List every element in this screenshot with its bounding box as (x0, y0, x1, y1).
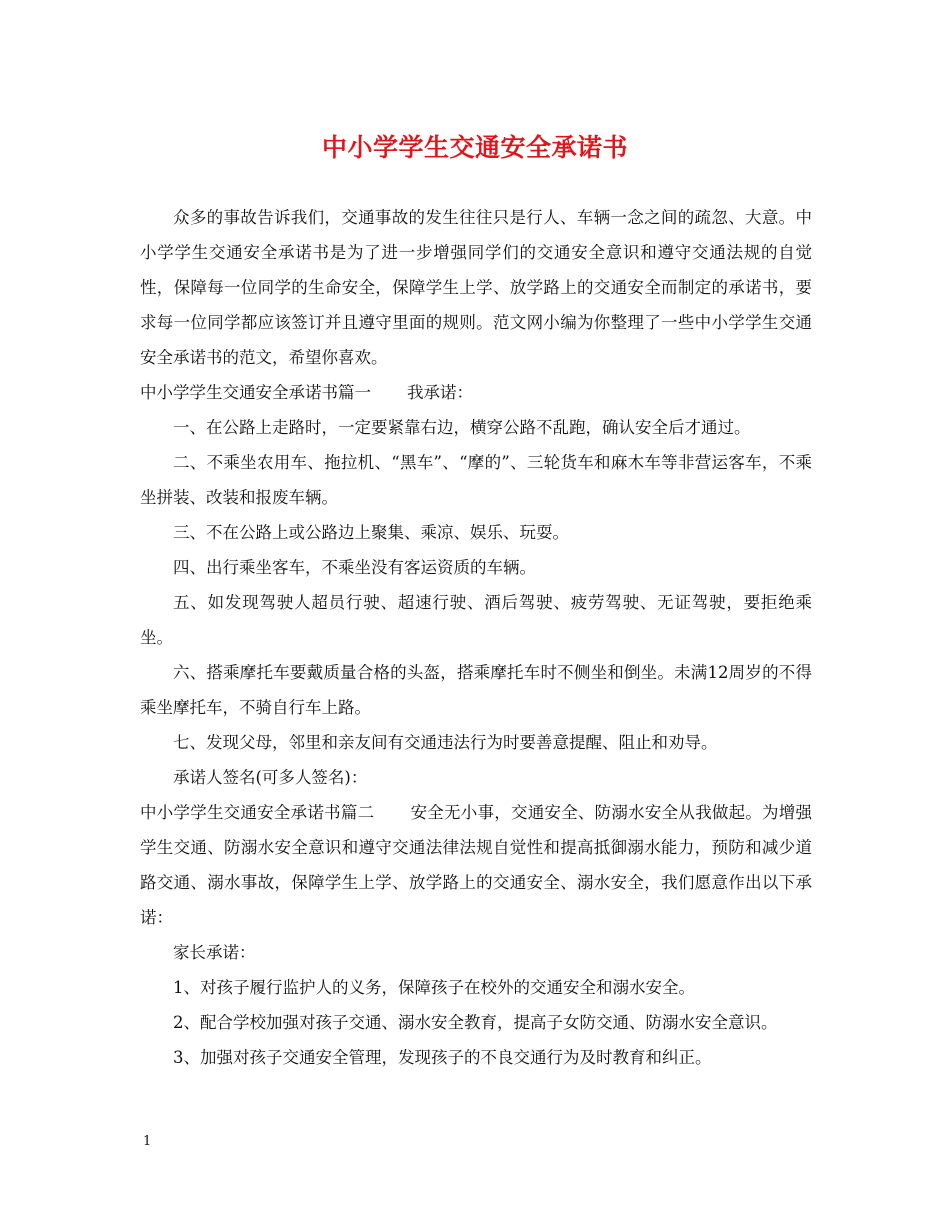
section2-heading-line (140, 795, 812, 935)
section1-item: 三、不在公路上或公路边上聚集、乘凉、娱乐、玩耍。 (173, 523, 569, 542)
section1-item: 五、如发现驾驶人超员行驶、超速行驶、酒后驾驶、疲劳驾驶、无证驾驶，要拒绝乘坐。 (140, 593, 812, 647)
intro-paragraph: 众多的事故告诉我们，交通事故的发生往往只是行人、车辆一念之间的疏忽、大意。中小学学生交通安全承诺书是为了进一步增强同学们的交通安全意识和遵守交通法规的自觉性，保障每一位同学的生命安全，保障学生上学、放学路上的交通安全而制定的承诺书，要求每一位同学都应该签订并且遵守里面的规则。范文网小编为你整理了一些中小学学生交通安全承诺书的范文，希望你喜欢。 (140, 208, 812, 367)
section2-heading: 中小学学生交通安全承诺书篇二 (140, 803, 375, 822)
section1-item: 二、不乘坐农用车、拖拉机、“黑车”、“摩的”、三轮货车和麻木车等非营运客车，不乘坐拼装、改装和报废车辆。 (140, 453, 812, 507)
section2-item: 3、加强对孩子交通安全管理，发现孩子的不良交通行为及时教育和纠正。 (173, 1048, 712, 1067)
section2-item: 1、对孩子履行监护人的义务，保障孩子在校外的交通安全和溺水安全。 (173, 978, 695, 997)
section1-heading: 中小学学生交通安全承诺书篇一 (140, 383, 371, 402)
section1-item: 一、在公路上走路时，一定要紧靠右边，横穿公路不乱跑，确认安全后才通过。 (173, 418, 751, 437)
signature-line: 承诺人签名(可多人签名)： (173, 768, 368, 787)
section1-item: 四、出行乘坐客车，不乘坐没有客运资质的车辆。 (173, 558, 536, 577)
page-number: 1 (143, 1134, 152, 1149)
section2-item: 2、配合学校加强对孩子交通、溺水安全教育，提高子女防交通、防溺水安全意识。 (173, 1013, 778, 1032)
document-body (140, 200, 812, 1075)
section1-lead: 我承诺： (407, 383, 473, 402)
section1-heading-line (140, 375, 812, 410)
section1-item: 六、搭乘摩托车要戴质量合格的头盔，搭乘摩托车时不侧坐和倒坐。未满12周岁的不得乘坐摩托车，不骑自行车上路。 (140, 663, 812, 717)
section2-lead: 安全无小事，交通安全、防溺水安全从我做起。为增强学生交通、防溺水安全意识和遵守交通法律法规自觉性和提高抵御溺水能力，预防和减少道路交通、溺水事故，保障学生上学、放学路上的交通安全、溺水安全，我们愿意作出以下承诺： (140, 803, 813, 927)
section1-item: 七、发现父母，邻里和亲友间有交通违法行为时要善意提醒、阻止和劝导。 (173, 733, 718, 752)
section2-item: 家长承诺： (173, 943, 256, 962)
document-title: 中小学学生交通安全承诺书 (321, 133, 628, 162)
